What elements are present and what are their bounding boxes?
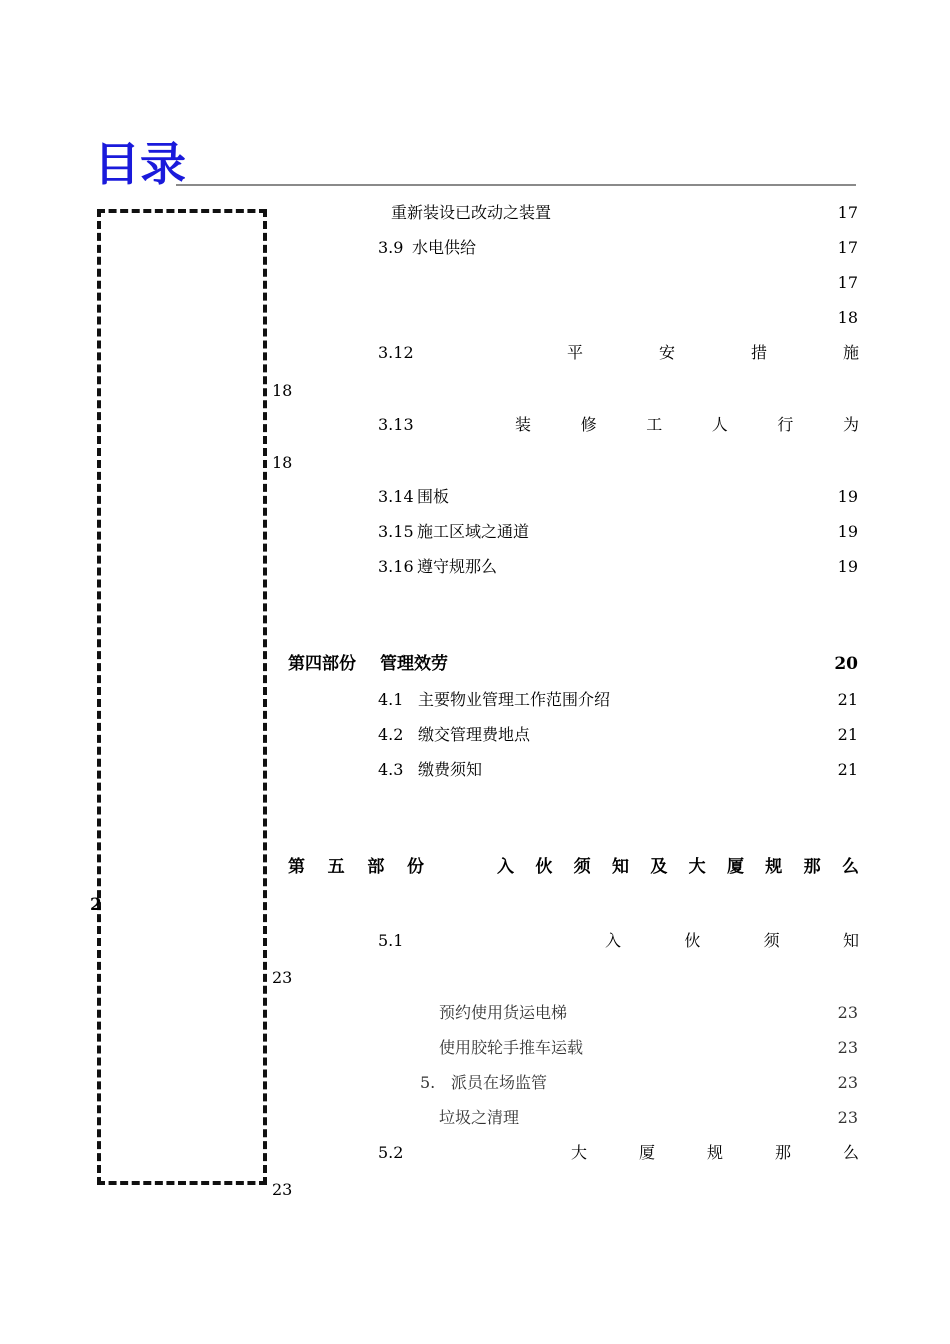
toc-part-label <box>288 857 424 877</box>
toc-entry-title: 遵守规那么 <box>417 557 498 576</box>
title-char: 人 <box>711 415 728 434</box>
title-char: 工 <box>646 415 663 434</box>
title-char: 施 <box>842 343 859 362</box>
title-char: 伙 <box>535 857 553 877</box>
title-char: 大 <box>571 1143 588 1162</box>
title-char: 修 <box>580 415 597 434</box>
title-char: 装 <box>515 415 532 434</box>
toc-entry-title <box>605 931 859 951</box>
title-char: 那 <box>774 1143 791 1162</box>
title-char: 须 <box>573 857 591 877</box>
toc-entry-page: 18 <box>837 308 858 327</box>
title-char: 那 <box>803 857 821 877</box>
toc-entry-number: 3.13 <box>378 415 414 434</box>
toc-entry-page: 18 <box>272 381 293 400</box>
title-char: 措 <box>750 343 767 362</box>
title-char: 安 <box>658 343 675 362</box>
toc-entry-page: 21 <box>837 760 858 779</box>
toc-entry-title <box>567 343 859 363</box>
toc-entry-page: 23 <box>272 968 293 987</box>
title-char: 须 <box>763 931 780 950</box>
toc-entry-title <box>571 1143 859 1163</box>
toc-subentry-title: 派员在场监管 <box>451 1073 548 1092</box>
toc-entry-number: 3.9 <box>378 238 404 257</box>
toc-entry-number: 4.2 <box>378 725 404 744</box>
toc-entry-number: 3.12 <box>378 343 414 362</box>
toc-subentry-page: 23 <box>837 1108 858 1127</box>
toc-subentry-title: 使用胶轮手推车运载 <box>439 1038 584 1057</box>
toc-entry-title: 缴费须知 <box>418 760 483 779</box>
toc-entry-page: 17 <box>837 238 858 257</box>
title-char: 入 <box>605 931 622 950</box>
toc-title: 目录 <box>94 137 186 191</box>
title-char: 五 <box>327 857 345 877</box>
title-char: 平 <box>567 343 584 362</box>
toc-part-title: 管理效劳 <box>380 654 448 674</box>
dashed-text-frame <box>97 209 267 1185</box>
title-char: 么 <box>841 857 859 877</box>
toc-entry-page: 19 <box>837 557 858 576</box>
title-char: 知 <box>611 857 629 877</box>
toc-entry-page: 17 <box>837 273 858 292</box>
toc-entry-title: 水电供给 <box>412 238 477 257</box>
toc-entry-title: 缴交管理费地点 <box>418 725 531 744</box>
toc-entry-number: 3.15 <box>378 522 414 541</box>
toc-part-page: 2 <box>90 895 102 915</box>
toc-entry-number: 3.16 <box>378 557 414 576</box>
title-char: 厦 <box>726 857 744 877</box>
toc-subentry-title: 垃圾之清理 <box>439 1108 520 1127</box>
toc-entry-page: 17 <box>837 203 858 222</box>
title-char: 部 <box>367 857 385 877</box>
title-char: 规 <box>765 857 783 877</box>
toc-entry-page: 19 <box>837 487 858 506</box>
toc-entry-title: 主要物业管理工作范围介绍 <box>418 690 611 709</box>
toc-entry-page: 18 <box>272 453 293 472</box>
toc-part-label: 第四部份 <box>288 654 356 674</box>
title-char: 第 <box>288 857 305 877</box>
title-char: 及 <box>650 857 668 877</box>
toc-entry-number: 5.2 <box>378 1143 404 1162</box>
title-char: 知 <box>842 931 859 950</box>
toc-entry-page: 21 <box>837 725 858 744</box>
title-char: 规 <box>706 1143 723 1162</box>
toc-subentry-number: 5. <box>420 1073 436 1092</box>
toc-subentry-title: 预约使用货运电梯 <box>439 1003 568 1022</box>
title-char: 厦 <box>638 1143 655 1162</box>
title-underline <box>176 184 856 186</box>
title-char: 大 <box>688 857 706 877</box>
toc-entry-number: 5.1 <box>378 931 404 950</box>
toc-part-title <box>497 857 859 877</box>
toc-entry-number: 4.1 <box>378 690 404 709</box>
toc-part-page: 20 <box>834 654 858 674</box>
toc-entry-title: 施工区域之通道 <box>417 522 530 541</box>
title-char: 份 <box>406 857 424 877</box>
title-char: 入 <box>497 857 514 877</box>
title-char: 为 <box>842 415 859 434</box>
toc-entry-number: 4.3 <box>378 760 404 779</box>
toc-entry-number: 3.14 <box>378 487 414 506</box>
toc-entry-page: 19 <box>837 522 858 541</box>
title-char: 伙 <box>684 931 701 950</box>
toc-subentry-page: 23 <box>837 1073 858 1092</box>
toc-entry-title <box>515 415 859 435</box>
toc-entry-title: 围板 <box>417 487 450 506</box>
toc-entry-title: 重新装设已改动之装置 <box>391 203 552 222</box>
title-char: 么 <box>842 1143 859 1162</box>
toc-entry-page: 23 <box>272 1180 293 1199</box>
title-char: 行 <box>777 415 794 434</box>
toc-subentry-page: 23 <box>837 1003 858 1022</box>
toc-entry-page: 21 <box>837 690 858 709</box>
toc-subentry-page: 23 <box>837 1038 858 1057</box>
